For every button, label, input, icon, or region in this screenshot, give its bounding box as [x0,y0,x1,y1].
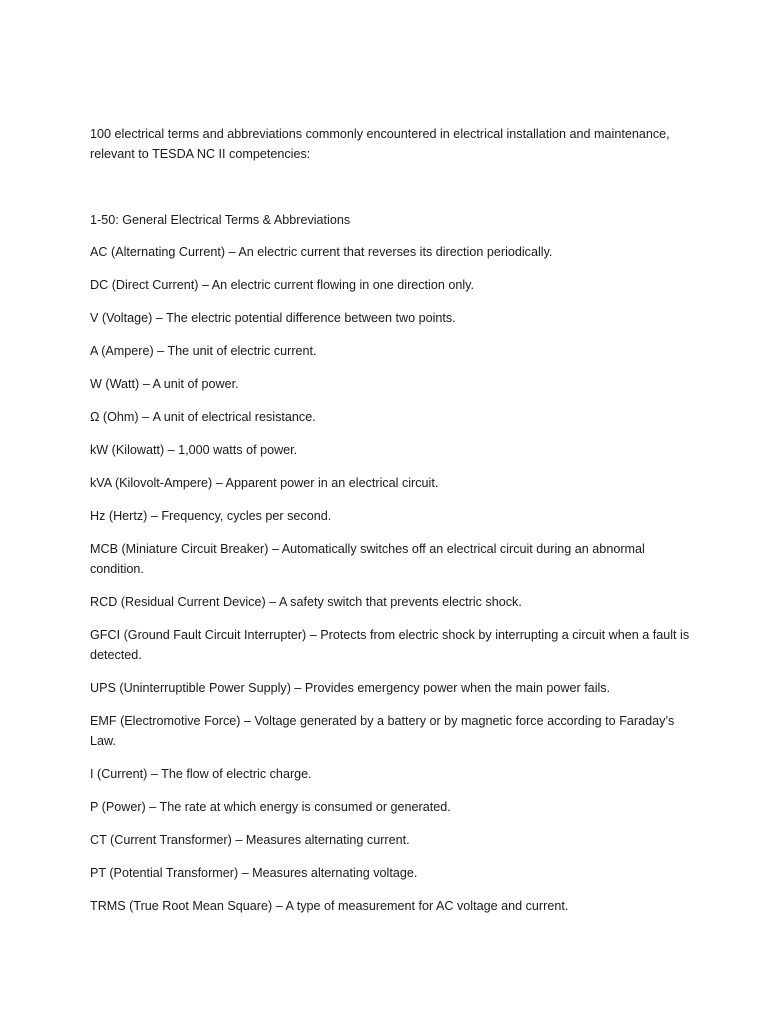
term-item: A (Ampere) – The unit of electric current. [90,344,317,358]
term-item: Hz (Hertz) – Frequency, cycles per second. [90,509,332,523]
term-item: EMF (Electromotive Force) – Voltage generated by a battery or by magnetic force according to Faraday’s Law. [90,714,675,748]
term-item: TRMS (True Root Mean Square) – A type of measurement for AC voltage and current. [90,899,569,913]
term-item: CT (Current Transformer) – Measures alternating current. [90,833,410,847]
term-item: P (Power) – The rate at which energy is consumed or generated. [90,800,451,814]
term-item: V (Voltage) – The electric potential difference between two points. [90,311,456,325]
term-item: W (Watt) – A unit of power. [90,377,239,391]
term-item: GFCI (Ground Fault Circuit Interrupter) – Protects from electric shock by interrupting a circuit when a fault is detected. [90,628,690,662]
section-heading: 1-50: General Electrical Terms & Abbreviations [90,213,351,227]
document-page [90,124,690,929]
term-item: UPS (Uninterruptible Power Supply) – Provides emergency power when the main power fails. [90,681,611,695]
term-item: AC (Alternating Current) – An electric current that reverses its direction periodically. [90,245,553,259]
term-item: MCB (Miniature Circuit Breaker) – Automatically switches off an electrical circuit during an abnormal condition. [90,542,645,576]
term-item: DC (Direct Current) – An electric current flowing in one direction only. [90,278,475,292]
term-item: Ω (Ohm) – A unit of electrical resistance. [90,410,316,424]
term-item: PT (Potential Transformer) – Measures alternating voltage. [90,866,418,880]
term-item: kW (Kilowatt) – 1,000 watts of power. [90,443,298,457]
term-item: kVA (Kilovolt-Ampere) – Apparent power in an electrical circuit. [90,476,439,490]
term-item: I (Current) – The flow of electric charge. [90,767,312,781]
intro-paragraph: 100 electrical terms and abbreviations commonly encountered in electrical installation and maintenance, relevant to TESDA NC II competencies: [90,127,670,161]
term-item: RCD (Residual Current Device) – A safety switch that prevents electric shock. [90,595,522,609]
